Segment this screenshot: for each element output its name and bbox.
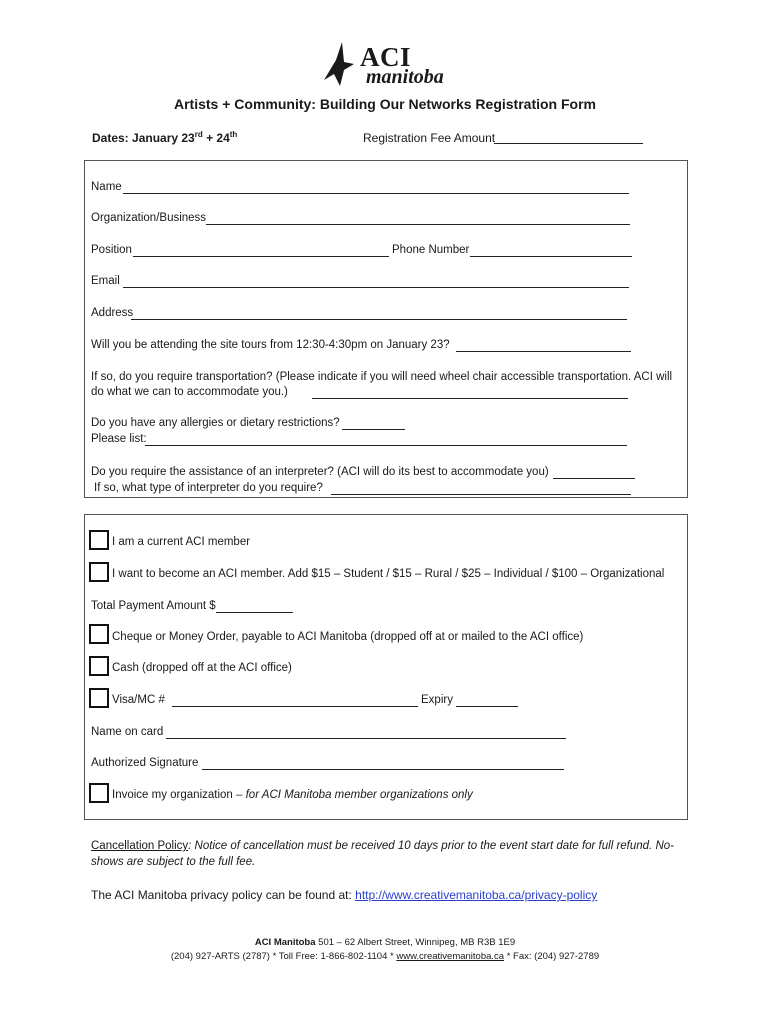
organization-field[interactable] — [206, 224, 630, 225]
cash-label: Cash (dropped off at the ACI office) — [112, 662, 292, 674]
email-label: Email — [91, 275, 120, 287]
cheque-checkbox[interactable] — [89, 624, 109, 644]
phone-field[interactable] — [470, 256, 632, 257]
personal-info-section — [84, 160, 688, 498]
transport-field[interactable] — [312, 398, 628, 399]
address-label: Address — [91, 307, 134, 319]
aci-manitoba-logo — [320, 40, 450, 90]
position-field[interactable] — [133, 256, 389, 257]
site-tours-question: Will you be attending the site tours from 12:30-4:30pm on January 23? — [91, 339, 450, 351]
privacy-policy-link[interactable]: http://www.creativemanitoba.ca/privacy-policy — [355, 888, 598, 902]
site-tours-field[interactable] — [456, 351, 631, 352]
page-title: Artists + Community: Building Our Networks Registration Form — [174, 96, 596, 112]
visa-number-field[interactable] — [172, 706, 418, 707]
name-label: Name — [91, 181, 122, 193]
interpreter-type-question: If so, what type of interpreter do you require? — [94, 482, 323, 494]
become-member-checkbox[interactable] — [89, 562, 109, 582]
address-field[interactable] — [131, 319, 627, 320]
become-member-label: I want to become an ACI member. Add $15 – Student / $15 – Rural / $25 – Individual / $100 – Organizational — [112, 568, 665, 580]
organization-label: Organization/Business — [91, 212, 207, 224]
name-on-card-label: Name on card — [91, 726, 164, 738]
interpreter-field[interactable] — [553, 478, 635, 479]
footer-website-link[interactable]: www.creativemanitoba.ca — [396, 951, 505, 962]
expiry-field[interactable] — [456, 706, 518, 707]
expiry-label: Expiry — [421, 694, 453, 706]
please-list-label: Please list: — [91, 433, 147, 445]
privacy-policy-text: The ACI Manitoba privacy policy can be found at: http://www.creativemanitoba.ca/privacy-policy — [91, 888, 598, 902]
name-on-card-field[interactable] — [166, 738, 566, 739]
signature-label: Authorized Signature — [91, 757, 199, 769]
registration-fee-field[interactable] — [494, 143, 643, 144]
cancellation-policy-line1: Cancellation Policy: Notice of cancellation must be received 10 days prior to the event start date for full refund. No- — [91, 840, 674, 852]
name-field[interactable] — [123, 193, 629, 194]
logo-text-manitoba: manitoba — [366, 66, 444, 88]
invoice-checkbox[interactable] — [89, 783, 109, 803]
registration-fee-label: Registration Fee Amount — [363, 131, 496, 145]
bird-logo-icon — [320, 40, 360, 88]
cancellation-policy-heading: Cancellation Policy — [91, 840, 189, 852]
allergies-field[interactable] — [342, 429, 405, 430]
current-member-label: I am a current ACI member — [112, 536, 251, 548]
cheque-label: Cheque or Money Order, payable to ACI Manitoba (dropped off at or mailed to the ACI office) — [112, 631, 584, 643]
interpreter-question: Do you require the assistance of an interpreter? (ACI will do its best to accommodate you) — [91, 466, 549, 478]
cash-checkbox[interactable] — [89, 656, 109, 676]
email-field[interactable] — [123, 287, 629, 288]
signature-field[interactable] — [202, 769, 564, 770]
logo-text-aci: ACI — [360, 42, 412, 72]
interpreter-type-field[interactable] — [331, 494, 631, 495]
position-label: Position — [91, 244, 132, 256]
visa-checkbox[interactable] — [89, 688, 109, 708]
transport-question-line2: do what we can to accommodate you.) — [91, 386, 288, 398]
cancellation-policy-line2: shows are subject to the full fee. — [91, 856, 256, 868]
invoice-label: Invoice my organization – for ACI Manitoba member organizations only — [112, 789, 473, 801]
visa-label: Visa/MC # — [112, 694, 165, 706]
phone-label: Phone Number — [392, 244, 470, 256]
total-payment-label: Total Payment Amount $ — [91, 600, 216, 612]
footer-contact: (204) 927-ARTS (2787) * Toll Free: 1-866-802-1104 * www.creativemanitoba.ca * Fax: (204) 927-2789 — [170, 951, 600, 962]
allergies-question: Do you have any allergies or dietary restrictions? — [91, 417, 340, 429]
event-dates: Dates: January 23rd + 24th — [92, 130, 238, 145]
current-member-checkbox[interactable] — [89, 530, 109, 550]
transport-question-line1: If so, do you require transportation? (Please indicate if you will need wheel chair accessible transportation. ACI will — [91, 371, 673, 383]
please-list-field[interactable] — [145, 445, 627, 446]
invoice-note: – for ACI Manitoba member organizations only — [236, 789, 473, 801]
footer-address: ACI Manitoba 501 – 62 Albert Street, Winnipeg, MB R3B 1E9 — [254, 937, 516, 948]
total-payment-field[interactable] — [216, 612, 293, 613]
